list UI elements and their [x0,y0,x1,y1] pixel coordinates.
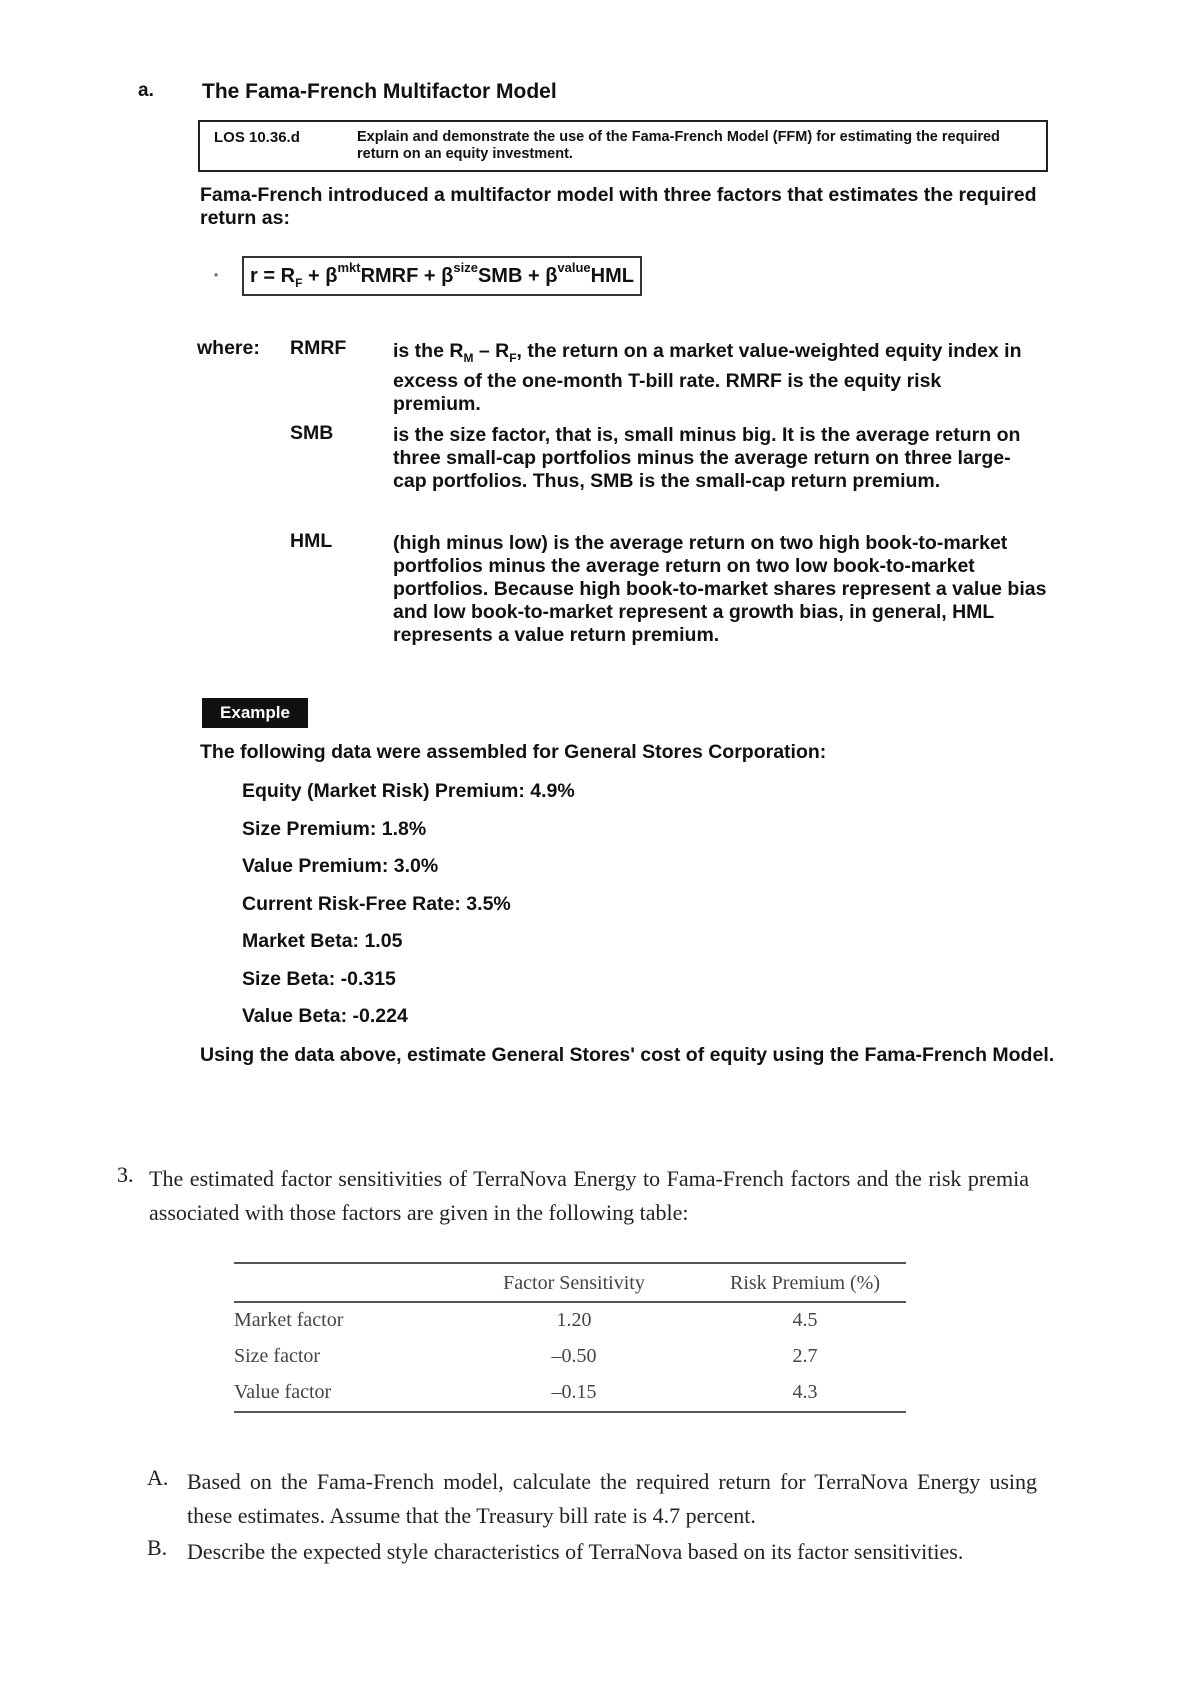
formula-rf: R [280,265,296,287]
table-header-cell: Factor Sensitivity [444,1263,704,1302]
formula-plus-2: + [423,265,436,287]
table-cell: 2.7 [792,1345,818,1367]
formula-rf-sub: F [295,276,303,290]
table-cell: 4.3 [792,1381,818,1403]
table-header-row [234,1263,906,1302]
table-row [234,1375,906,1412]
definition-term-hml: HML [290,530,333,552]
where-label: where: [197,337,260,359]
los-text: Explain and demonstrate the use of the Fama-French Model (FFM) for estimating the required return on an equity investment. [357,129,1000,162]
formula-beta-mkt: β [325,265,338,287]
problem-text: The estimated factor sensitivities of TerraNova Energy to Fama-French factors and the risk premia associated with those factors are given in the following table: [149,1166,1029,1225]
question-a-text: Based on the Fama-French model, calculate the required return for TerraNova Energy using these estimates. Assume that the Treasury bill rate is 4.7 percent. [187,1469,1037,1528]
table-cell: Value factor [234,1381,332,1403]
example-data-item: Market Beta: 1.05 [242,930,403,952]
factor-table [234,1262,906,1413]
rmrf-sub-m: M [463,350,474,365]
table-cell: Market factor [234,1309,344,1331]
table-cell: 4.5 [792,1309,818,1331]
formula-plus-3: + [527,265,540,287]
question-b-label: B. [147,1535,168,1560]
bullet-dot-icon: • [214,268,219,282]
formula-equals: = [263,265,276,287]
los-box [198,120,1048,172]
example-badge: Example [202,698,308,728]
section-letter: a. [138,80,154,101]
definition-text-rmrf [393,340,1033,416]
ffm-formula [242,256,642,296]
intro-paragraph: Fama-French introduced a multifactor model with three factors that estimates the required return as: [200,184,1037,229]
example-data-item: Value Beta: -0.224 [242,1005,408,1027]
table-cell: Size factor [234,1345,321,1367]
definition-term-smb: SMB [290,422,334,444]
definition-term-rmrf: RMRF [290,337,347,359]
example-data-item: Current Risk-Free Rate: 3.5% [242,893,511,915]
formula-beta-size-sup: size [453,260,478,276]
formula-beta-size: β [441,265,454,287]
table-cell: –0.15 [551,1381,597,1403]
question-b-text: Describe the expected style characteristics of TerraNova based on its factor sensitivities. [187,1539,964,1564]
rmrf-text-part-2: – R [473,340,510,362]
example-data-item: Size Beta: -0.315 [242,968,396,990]
formula-beta-value: β [545,265,558,287]
table-row [234,1302,906,1339]
definition-text-hml: (high minus low) is the average return on two high book-to-market portfolios minus the average return on two low book-to-market portfolios. Because high book-to-market shares represent a value bias and low book-to-market represent a growth bias, in general, HML represents a value return premium. [393,532,1047,646]
los-code: LOS 10.36.d [214,129,300,146]
formula-beta-value-sup: value [557,260,591,276]
example-data-item: Value Premium: 3.0% [242,855,439,877]
example-data-item: Size Premium: 1.8% [242,818,427,840]
formula-hml: HML [590,265,634,287]
example-question: Using the data above, estimate General Stores' cost of equity using the Fama-French Model. [200,1044,1055,1066]
table-header-cell: Risk Premium (%) [704,1263,906,1302]
example-data-item: Equity (Market Risk) Premium: 4.9% [242,780,575,802]
table-cell: –0.50 [551,1345,597,1367]
formula-plus-1: + [307,265,320,287]
rmrf-text-part-3: , the return on a market value-weighted equity index in excess of the one-month T-bill rate. RMRF is the equity risk premium. [393,340,1022,415]
rmrf-text-part-1: is the R [393,340,464,362]
table-row [234,1339,906,1375]
formula-r: r [250,265,258,287]
formula-smb: SMB [477,265,523,287]
problem-number: 3. [117,1162,134,1187]
section-title: The Fama-French Multifactor Model [202,80,557,103]
rmrf-sub-f: F [509,350,517,365]
table-header-cell [234,1263,444,1302]
question-a-label: A. [147,1465,169,1490]
table-cell: 1.20 [556,1309,592,1331]
example-intro: The following data were assembled for General Stores Corporation: [200,741,827,763]
formula-beta-mkt-sup: mkt [337,260,361,276]
definition-text-smb: is the size factor, that is, small minus big. It is the average return on three small-cap portfolios minus the average return on three large-cap portfolios. Thus, SMB is the small-cap return premium. [393,424,1021,492]
formula-rmrf: RMRF [360,265,419,287]
